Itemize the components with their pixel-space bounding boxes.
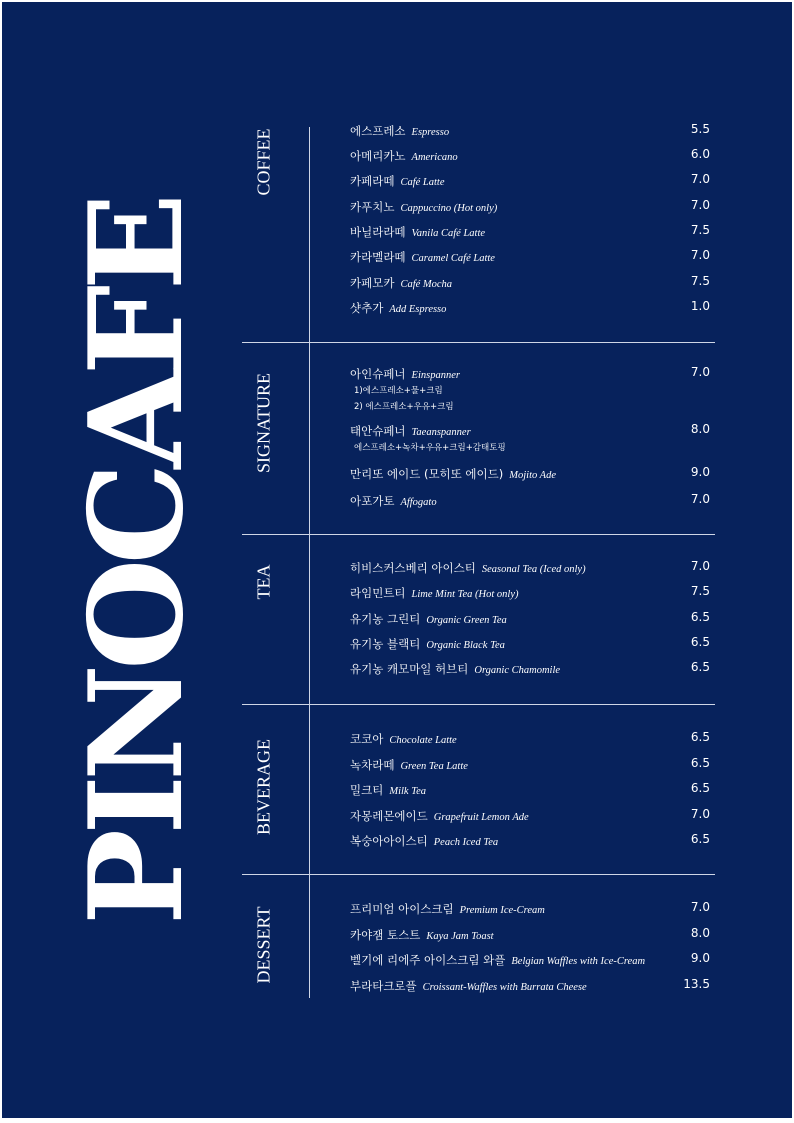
item-name-ko: 부라타크로플 — [350, 979, 417, 993]
item-name — [350, 636, 710, 652]
item-name-en: Grapefruit Lemon Ade — [433, 812, 529, 823]
item-name-en: Einspanner — [411, 370, 460, 381]
item-name-ko: 카푸치노 — [350, 200, 395, 214]
item-name-en: Milk Tea — [389, 786, 426, 797]
item-name-en: Café Latte — [400, 177, 445, 188]
item-price: 13.5 — [683, 977, 710, 991]
item-name — [350, 199, 710, 215]
item-name — [350, 952, 710, 968]
section-title: SIGNATURE — [253, 372, 274, 474]
menu-item — [350, 978, 710, 994]
item-name-en: Green Tea Latte — [400, 761, 468, 772]
item-name — [350, 423, 710, 439]
item-name-en: Premium Ice-Cream — [459, 905, 545, 916]
item-name-en: Cappuccino (Hot only) — [400, 203, 498, 214]
item-name — [350, 611, 710, 627]
item-name-ko: 벨기에 리에주 아이스크림 와플 — [350, 953, 506, 967]
item-price: 7.0 — [690, 559, 710, 573]
vertical-divider — [309, 127, 310, 998]
item-name-en: Lime Mint Tea (Hot only) — [411, 589, 519, 600]
item-price: 7.0 — [690, 172, 710, 186]
section-title: DESSERT — [253, 906, 274, 984]
item-price: 7.0 — [690, 365, 710, 379]
item-name — [350, 123, 710, 139]
item-price: 7.5 — [690, 274, 710, 288]
item-price: 6.0 — [690, 147, 710, 161]
item-name — [350, 585, 710, 601]
menu-item — [350, 123, 710, 139]
item-name-ko: 아인슈페너 — [350, 367, 406, 381]
item-name — [350, 560, 710, 576]
menu-item — [350, 585, 710, 601]
item-name-en: Belgian Waffles with Ice-Cream — [511, 956, 646, 967]
item-name — [350, 782, 710, 798]
item-name-ko: 아메리카노 — [350, 149, 406, 163]
item-name-en: Organic Chamomile — [474, 665, 561, 676]
item-name — [350, 366, 710, 382]
section-title: TEA — [253, 564, 274, 600]
menu-item — [350, 148, 710, 164]
item-name — [350, 901, 710, 917]
item-price: 6.5 — [690, 610, 710, 624]
item-name-ko: 카페라떼 — [350, 174, 395, 188]
section-divider — [242, 534, 715, 535]
section-divider — [242, 874, 715, 875]
item-name — [350, 466, 710, 482]
item-price: 7.0 — [690, 198, 710, 212]
item-name — [350, 927, 710, 943]
item-price: 7.5 — [690, 223, 710, 237]
item-name-ko: 밀크티 — [350, 783, 384, 797]
menu-item — [350, 927, 710, 943]
menu-item — [350, 782, 710, 798]
menu-item — [350, 731, 710, 747]
item-name-ko: 유기농 캐모마일 허브티 — [350, 662, 469, 676]
menu-item — [350, 808, 710, 824]
item-name-ko: 바닐라라떼 — [350, 225, 406, 239]
menu-item — [350, 636, 710, 652]
item-name-en: Peach Iced Tea — [433, 837, 499, 848]
menu-item — [350, 901, 710, 917]
item-price: 1.0 — [690, 299, 710, 313]
item-name-en: Croissant-Waffles with Burrata Cheese — [422, 982, 587, 993]
item-name-en: Add Espresso — [389, 304, 447, 315]
item-price: 7.5 — [690, 584, 710, 598]
menu-item — [350, 952, 710, 968]
item-name-ko: 카라멜라떼 — [350, 250, 406, 264]
item-name-ko: 태안슈페너 — [350, 424, 406, 438]
item-name-en: Caramel Café Latte — [411, 253, 495, 264]
section-divider — [242, 342, 715, 343]
item-price: 7.0 — [690, 900, 710, 914]
item-name-ko: 유기농 블랙티 — [350, 637, 421, 651]
item-name — [350, 300, 710, 316]
brand-title: PINOCAFE — [62, 198, 212, 926]
item-price: 6.5 — [690, 832, 710, 846]
item-name-ko: 카야잼 토스트 — [350, 928, 421, 942]
item-name-ko: 자몽레몬에이드 — [350, 809, 428, 823]
item-name — [350, 224, 710, 240]
item-name — [350, 757, 710, 773]
item-price: 5.5 — [690, 122, 710, 136]
menu-item — [350, 833, 710, 849]
menu-item — [350, 275, 710, 291]
menu-item — [350, 423, 710, 455]
item-name — [350, 808, 710, 824]
item-name-ko: 녹차라떼 — [350, 758, 395, 772]
menu-item — [350, 300, 710, 316]
item-name-ko: 카페모카 — [350, 276, 395, 290]
item-price: 6.5 — [690, 781, 710, 795]
item-name-en: Espresso — [411, 127, 450, 138]
item-name-ko: 히비스커스베리 아이스티 — [350, 561, 476, 575]
menu-item — [350, 173, 710, 189]
item-name-en: Taeanspanner — [411, 427, 471, 438]
item-name-en: Kaya Jam Toast — [426, 931, 494, 942]
menu-item — [350, 466, 710, 482]
item-name-ko: 샷추가 — [350, 301, 384, 315]
item-description: 1)에스프레소+물+크림 — [354, 386, 443, 396]
item-name — [350, 731, 710, 747]
menu-item — [350, 661, 710, 677]
item-price: 6.5 — [690, 730, 710, 744]
item-name-en: Seasonal Tea (Iced only) — [481, 564, 586, 575]
item-price: 6.5 — [690, 635, 710, 649]
item-name — [350, 275, 710, 291]
item-price: 7.0 — [690, 248, 710, 262]
item-name — [350, 833, 710, 849]
menu-item — [350, 611, 710, 627]
item-price: 9.0 — [690, 465, 710, 479]
menu-item — [350, 493, 710, 509]
item-price: 6.5 — [690, 756, 710, 770]
menu-item — [350, 366, 710, 414]
section-divider — [242, 704, 715, 705]
item-name-en: Affogato — [400, 497, 437, 508]
menu-item — [350, 224, 710, 240]
item-price: 9.0 — [690, 951, 710, 965]
item-name — [350, 249, 710, 265]
menu-page — [2, 2, 792, 1118]
item-description: 에스프레소+녹차+우유+크림+감태토핑 — [354, 443, 506, 453]
item-name-ko: 에스프레소 — [350, 124, 406, 138]
item-description: 2) 에스프레소+우유+크림 — [354, 402, 454, 412]
section-title: COFFEE — [253, 128, 274, 196]
item-name-en: Café Mocha — [400, 279, 453, 290]
item-name-ko: 라임민트티 — [350, 586, 406, 600]
item-name-ko: 아포가토 — [350, 494, 395, 508]
menu-item — [350, 199, 710, 215]
item-name-en: Chocolate Latte — [389, 735, 457, 746]
section-title: BEVERAGE — [253, 739, 274, 835]
item-name-en: Organic Green Tea — [426, 615, 507, 626]
item-name-ko: 프리미엄 아이스크림 — [350, 902, 454, 916]
item-name-en: Americano — [411, 152, 458, 163]
item-price: 8.0 — [690, 926, 710, 940]
item-name-ko: 복숭아아이스티 — [350, 834, 428, 848]
item-name — [350, 661, 710, 677]
item-price: 6.5 — [690, 660, 710, 674]
item-price: 8.0 — [690, 422, 710, 436]
item-name-ko: 유기농 그린티 — [350, 612, 421, 626]
item-name-ko: 코코아 — [350, 732, 384, 746]
item-price: 7.0 — [690, 492, 710, 506]
item-name-en: Mojito Ade — [509, 470, 557, 481]
item-name-en: Organic Black Tea — [426, 640, 505, 651]
item-name — [350, 978, 710, 994]
item-name — [350, 148, 710, 164]
menu-item — [350, 757, 710, 773]
item-name — [350, 493, 710, 509]
item-name — [350, 173, 710, 189]
menu-item — [350, 560, 710, 576]
item-name-ko: 만리또 에이드 (모히또 에이드) — [350, 467, 504, 481]
menu-item — [350, 249, 710, 265]
item-price: 7.0 — [690, 807, 710, 821]
item-name-en: Vanila Café Latte — [411, 228, 486, 239]
